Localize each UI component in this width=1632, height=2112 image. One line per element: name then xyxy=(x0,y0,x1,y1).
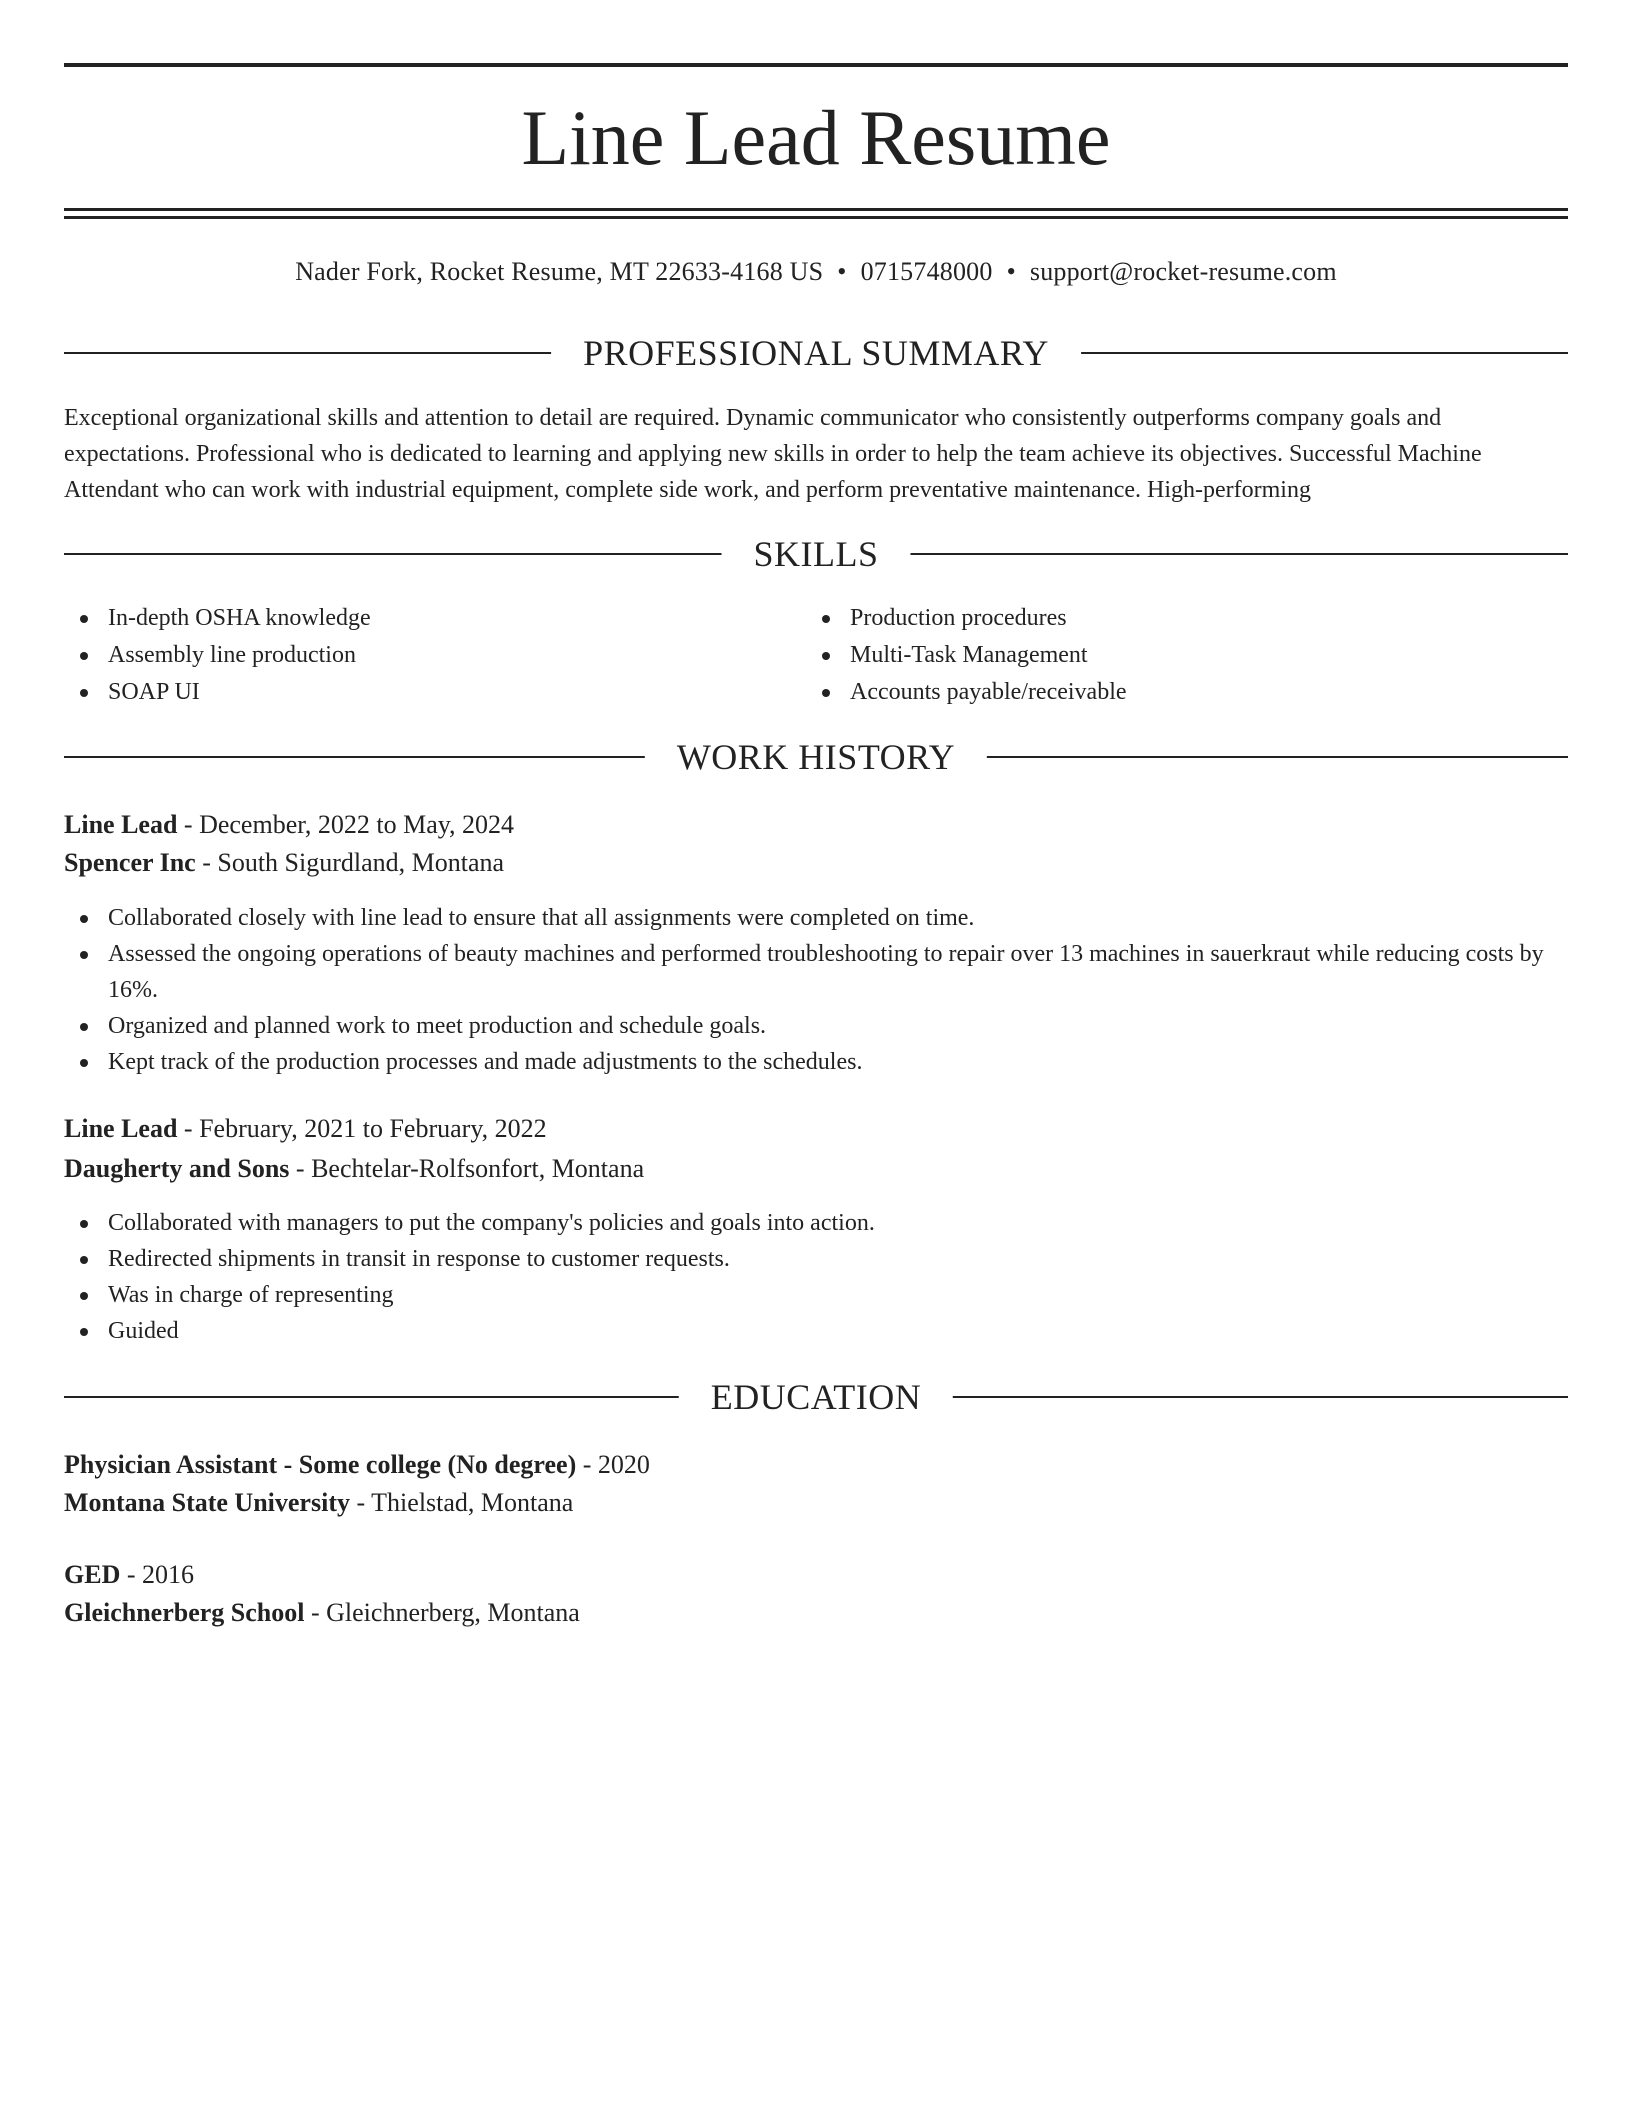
bullet-icon xyxy=(80,915,88,923)
education-location: - Gleichnerberg, Montana xyxy=(304,1598,580,1627)
contact-phone: 0715748000 xyxy=(860,257,993,286)
education-school: Gleichnerberg School xyxy=(64,1598,305,1627)
job-location: - Bechtelar-Rolfsonfort, Montana xyxy=(289,1154,645,1183)
job-location: - South Sigurdland, Montana xyxy=(195,848,505,877)
bullet-icon xyxy=(822,615,830,623)
contact-separator: • xyxy=(837,257,847,286)
top-rule xyxy=(64,63,1568,67)
job-title: Line Lead xyxy=(64,810,178,839)
education-year: - 2020 xyxy=(576,1450,650,1479)
job-bullet: Assessed the ongoing operations of beauty machines and performed troubleshooting to repair over 13 machines in sauerkraut while reducing costs by 16%. xyxy=(64,936,1568,1008)
title-rule-lower xyxy=(64,216,1568,219)
education-degree-line xyxy=(64,1446,650,1484)
education-location: - Thielstad, Montana xyxy=(349,1488,574,1517)
job-bullet: Organized and planned work to meet production and schedule goals. xyxy=(64,1008,1568,1044)
section-title: PROFESSIONAL SUMMARY xyxy=(551,331,1081,375)
skill-item: Production procedures xyxy=(806,600,1566,637)
bullet-icon xyxy=(822,652,830,660)
skill-item: Assembly line production xyxy=(64,637,764,674)
bullet-icon xyxy=(80,1256,88,1264)
job-bullet: Was in charge of representing xyxy=(64,1277,1568,1313)
skill-item: SOAP UI xyxy=(64,674,764,711)
education-school: Montana State University xyxy=(64,1488,350,1517)
title-rule-upper xyxy=(64,208,1568,211)
job-bullet: Guided xyxy=(64,1313,1568,1349)
resume-title: Line Lead Resume xyxy=(521,94,1111,181)
section-title: WORK HISTORY xyxy=(645,735,987,779)
education-degree: Physician Assistant - Some college (No degree) xyxy=(64,1450,577,1479)
skills-list-left xyxy=(64,600,764,711)
job-bullet: Collaborated closely with line lead to ensure that all assignments were completed on time. xyxy=(64,900,1568,936)
section-header-education xyxy=(64,1375,1568,1419)
job-dates: - February, 2021 to February, 2022 xyxy=(177,1114,547,1143)
bullet-icon xyxy=(80,1328,88,1336)
job-company-line xyxy=(64,844,504,882)
education-degree: GED xyxy=(64,1560,121,1589)
section-title: EDUCATION xyxy=(679,1375,953,1419)
bullet-icon xyxy=(80,652,88,660)
section-header-skills xyxy=(64,532,1568,576)
job-company: Spencer Inc xyxy=(64,848,196,877)
job-bullets xyxy=(64,1205,1568,1349)
job-dates: - December, 2022 to May, 2024 xyxy=(177,810,515,839)
section-title: SKILLS xyxy=(721,532,910,576)
bullet-icon xyxy=(80,951,88,959)
contact-email: support@rocket-resume.com xyxy=(1029,257,1337,286)
skill-item: In-depth OSHA knowledge xyxy=(64,600,764,637)
contact-address: Nader Fork, Rocket Resume, MT 22633-4168 US xyxy=(295,257,824,286)
job-company-line xyxy=(64,1150,644,1188)
section-header-work xyxy=(64,735,1568,779)
education-year: - 2016 xyxy=(120,1560,195,1589)
bullet-icon xyxy=(80,1023,88,1031)
bullet-icon xyxy=(80,615,88,623)
education-school-line xyxy=(64,1594,580,1632)
bullet-icon xyxy=(80,1220,88,1228)
bullet-icon xyxy=(822,689,830,697)
contact-separator: • xyxy=(1006,257,1016,286)
job-title-line xyxy=(64,806,514,844)
education-degree-line xyxy=(64,1556,194,1594)
job-company: Daugherty and Sons xyxy=(64,1154,290,1183)
summary-text: Exceptional organizational skills and attention to detail are required. Dynamic communicator who consistently outperforms company goals and expectations. Professional who is dedicated to learning and applying new skills in order to help the team achieve its objectives. Successful Machine Attendant who can work with industrial equipment, complete side work, and perform preventative maintenance. High-performing xyxy=(64,405,1482,503)
section-header-summary xyxy=(64,331,1568,375)
skill-item: Multi-Task Management xyxy=(806,637,1566,674)
contact-line xyxy=(64,254,1568,290)
skills-list-right xyxy=(806,600,1566,711)
job-bullet: Kept track of the production processes and made adjustments to the schedules. xyxy=(64,1044,1568,1080)
job-title: Line Lead xyxy=(64,1114,178,1143)
education-school-line xyxy=(64,1484,573,1522)
job-bullet: Redirected shipments in transit in response to customer requests. xyxy=(64,1241,1568,1277)
job-bullets xyxy=(64,900,1568,1080)
bullet-icon xyxy=(80,1059,88,1067)
bullet-icon xyxy=(80,689,88,697)
bullet-icon xyxy=(80,1292,88,1300)
job-bullet: Collaborated with managers to put the company's policies and goals into action. xyxy=(64,1205,1568,1241)
skill-item: Accounts payable/receivable xyxy=(806,674,1566,711)
job-title-line xyxy=(64,1110,547,1148)
